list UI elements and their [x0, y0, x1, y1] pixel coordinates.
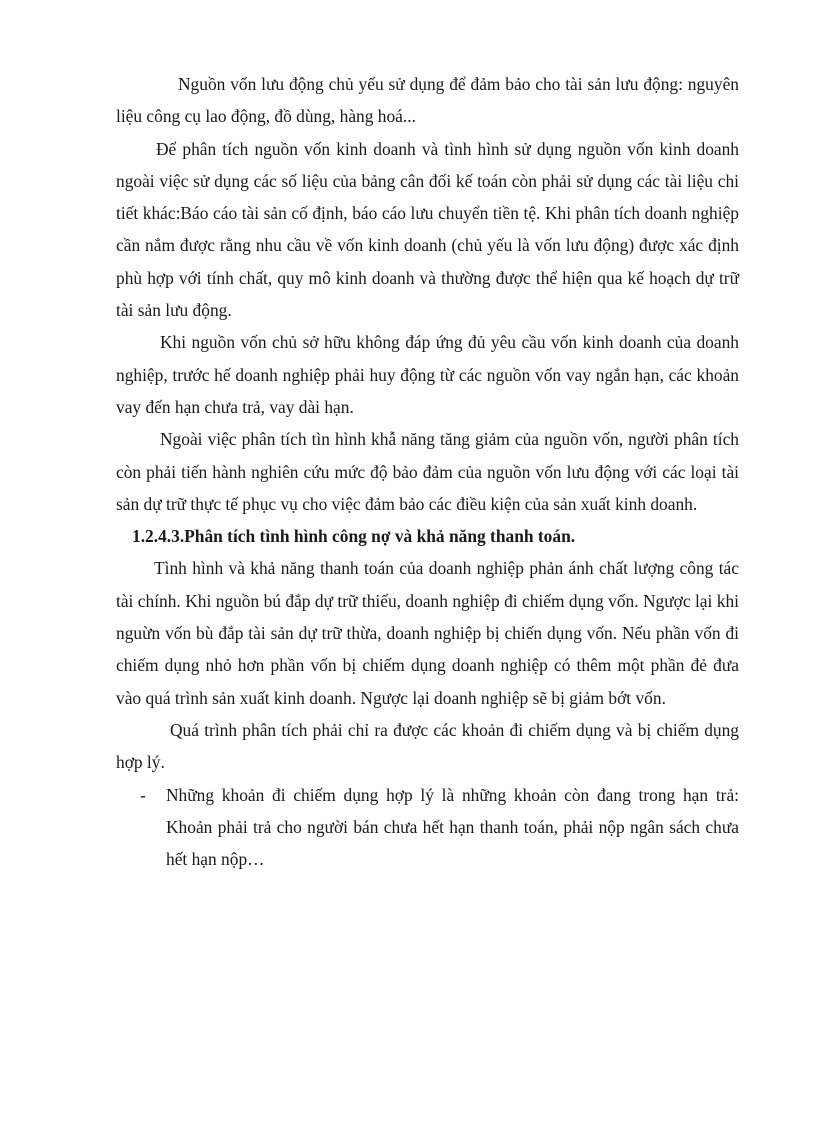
- paragraph-analysis-process: Quá trình phân tích phải chỉ ra được các khoản đi chiếm dụng và bị chiếm dụng hợp lý.: [116, 719, 739, 773]
- paragraph-capital-adequacy: Ngoài việc phân tích tìn hình khẫ năng tăng giảm của nguồn vốn, người phân tích còn phải tiến hành nghiên cứu mức độ bảo đảm của nguồn vốn lưu động với các loại tài sản dự trữ thực tế phục vụ cho việc đảm bảo các điều kiện của sản xuất kinh doanh.: [116, 429, 739, 514]
- list-item-text: Những khoản đi chiếm dụng hợp lý là những khoản còn đang trong hạn trả: Khoản phải trả cho người bán chưa hết hạn thanh toán, phải nộp ngân sách chưa hết hạn nộp…: [166, 784, 739, 870]
- section-heading: 1.2.4.3.Phân tích tình hình công nợ và khả năng thanh toán.: [132, 526, 576, 547]
- paragraph-equity-insufficient: Khi nguồn vốn chủ sở hữu không đáp ứng đủ yêu cầu vốn kinh doanh của doanh nghiệp, trước hế doanh nghiệp phải huy động từ các nguồn vốn vay ngắn hạn, các khoản vay đến hạn chưa trả, vay dài hạn.: [116, 332, 739, 417]
- paragraph-analysis-sources: Để phân tích nguồn vốn kinh doanh và tình hình sử dụng nguồn vốn kinh doanh ngoài việc sử dụng các số liệu của bảng cân đối kế toán còn phải sử dụng các tài liệu chi tiết khác:Báo cáo tài sản cố định, báo cáo lưu chuyển tiền tệ. Khi phân tích doanh nghiệp cần nắm được rằng nhu cầu về vốn kinh doanh (chủ yếu là vốn lưu động) được xác định phù hợp với tính chất, quy mô kinh doanh và thường được thể hiện qua kế hoạch dự trữ tài sản lưu động.: [116, 138, 739, 321]
- paragraph-working-capital: Nguồn vốn lưu động chủ yếu sử dụng để đảm bảo cho tài sản lưu động: nguyên liệu công cụ lao động, đồ dùng, hàng hoá...: [116, 74, 739, 127]
- list-item: [116, 779, 739, 876]
- bullet-marker: -: [140, 784, 146, 805]
- paragraph-payment-ability: Tình hình và khả năng thanh toán của doanh nghiệp phản ánh chất lượng công tác tài chính. Khi nguồn bú đắp dự trữ thiếu, doanh nghiệp đi chiếm dụng vốn. Ngược lại khi nguừn vốn bù đắp tài sản dự trữ thừa, doanh nghiệp bị chiến dụng vốn. Nếu phần vốn đi chiếm dụng nhỏ hơn phần vốn bị chiếm dụng doanh nghiệp có thêm một phần đẻ đưa vào quá trình sản xuất kinh doanh. Ngược lại doanh nghiệp sẽ bị giảm bớt vốn.: [116, 558, 739, 708]
- document-page: [116, 68, 739, 875]
